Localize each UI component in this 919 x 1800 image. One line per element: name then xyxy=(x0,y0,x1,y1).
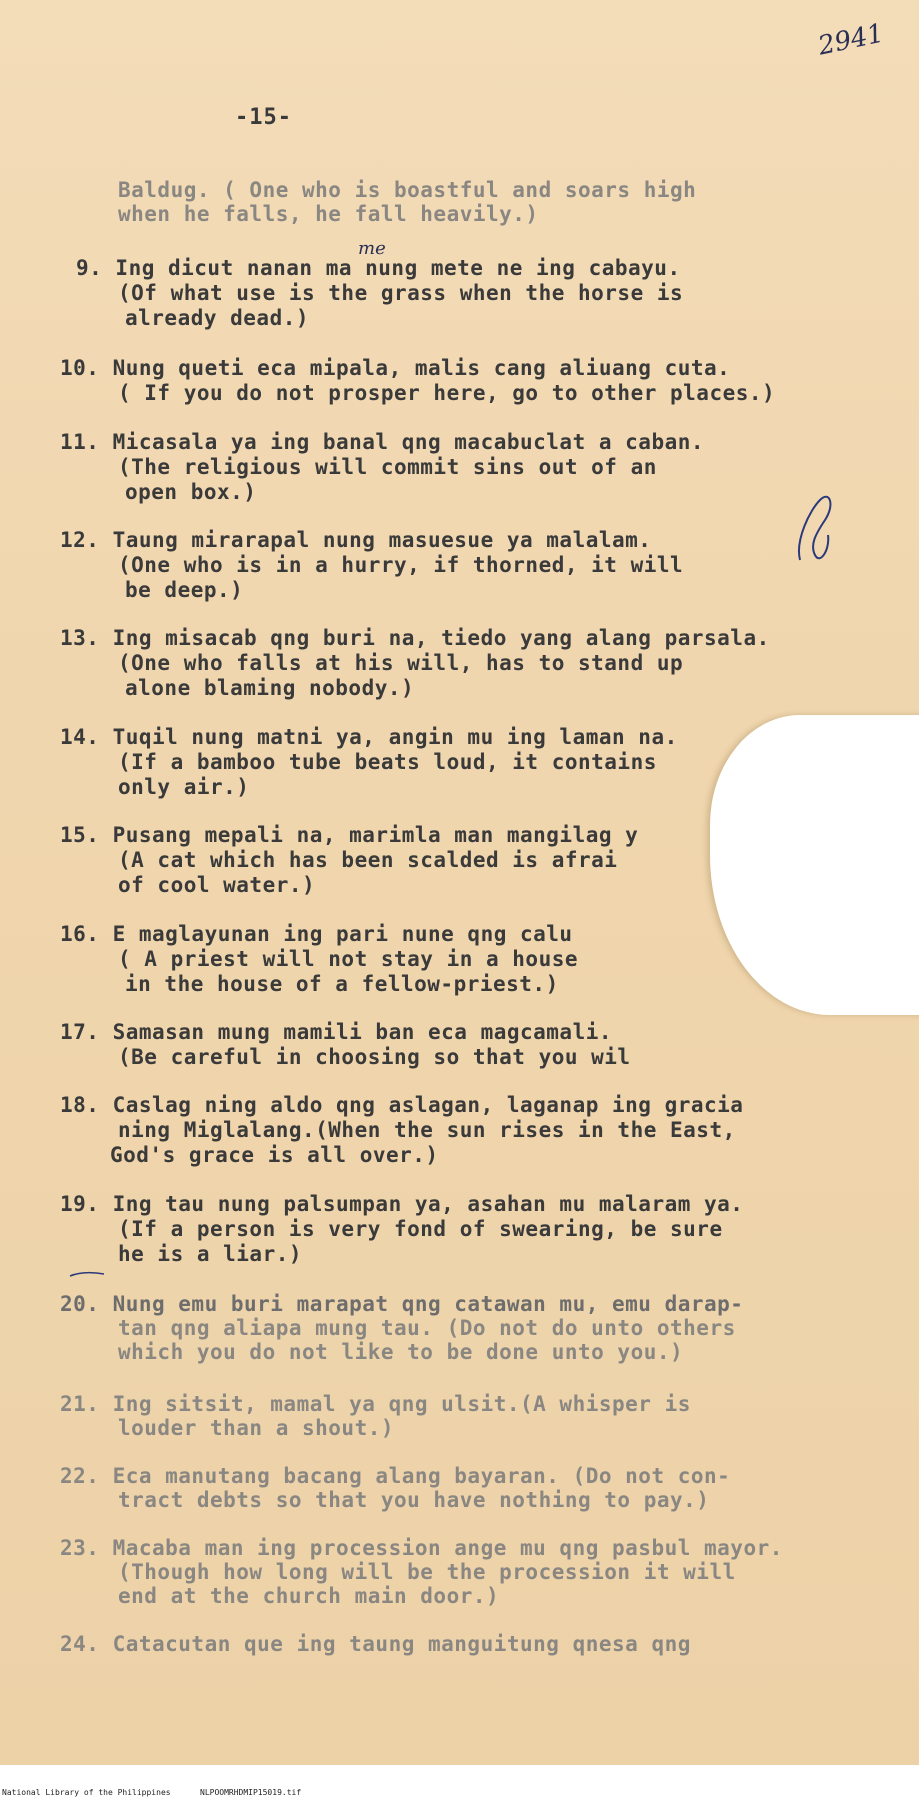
text-line: 23. Macaba man ing procession ange mu qng pasbul mayor. xyxy=(60,1536,783,1560)
pen-dash-mark xyxy=(68,1268,108,1280)
text-line: only air.) xyxy=(118,775,250,799)
text-line: 13. Ing misacab qng buri na, tiedo yang alang parsala. xyxy=(60,626,770,650)
text-line: (Though how long will be the procession it will xyxy=(118,1560,736,1584)
text-line: open box.) xyxy=(125,480,257,504)
text-line: 18. Caslag ning aldo qng aslagan, laganap ing gracia xyxy=(60,1093,744,1117)
text-line: 15. Pusang mepali na, marimla man mangilag y xyxy=(60,823,639,847)
text-line: 20. Nung emu buri marapat qng catawan mu, emu darap- xyxy=(60,1292,744,1316)
text-line: (If a person is very fond of swearing, be sure xyxy=(118,1217,723,1241)
text-line: 17. Samasan mung mamili ban eca magcamali. xyxy=(60,1020,613,1044)
text-line: 11. Micasala ya ing banal qng macabuclat a caban. xyxy=(60,430,705,454)
text-line: be deep.) xyxy=(125,578,244,602)
text-line: 16. E maglayunan ing pari nune qng calu xyxy=(60,922,573,946)
text-line: 9. Ing dicut nanan ma nung mete ne ing cabayu. xyxy=(76,256,681,280)
text-line: ning Miglalang.(When the sun rises in the East, xyxy=(118,1118,736,1142)
text-line: in the house of a fellow-priest.) xyxy=(125,972,559,996)
text-line: 14. Tuqil nung matni ya, angin mu ing laman na. xyxy=(60,725,678,749)
text-line: (One who is in a hurry, if thorned, it will xyxy=(118,553,684,577)
text-line: which you do not like to be done unto you.) xyxy=(118,1340,684,1364)
handwritten-page-number: 2941 xyxy=(815,18,887,62)
text-line: louder than a shout.) xyxy=(118,1416,395,1440)
text-line: (Of what use is the grass when the horse is xyxy=(118,281,684,305)
text-line: (The religious will commit sins out of an xyxy=(118,455,657,479)
text-line: 19. Ing tau nung palsumpan ya, asahan mu malaram ya. xyxy=(60,1192,744,1216)
text-line: 12. Taung mirarapal nung masuesue ya malalam. xyxy=(60,528,652,552)
text-line: (A cat which has been scalded is afrai xyxy=(118,848,618,872)
text-line: 24. Catacutan que ing taung manguitung qnesa qng xyxy=(60,1632,691,1656)
text-line: 10. Nung queti eca mipala, malis cang aliuang cuta. xyxy=(60,356,731,380)
text-line: 22. Eca manutang bacang alang bayaran. (Do not con- xyxy=(60,1464,731,1488)
text-line: 21. Ing sitsit, mamal ya qng ulsit.(A whisper is xyxy=(60,1392,691,1416)
pen-scribble-icon xyxy=(790,480,840,580)
text-line: alone blaming nobody.) xyxy=(125,676,415,700)
text-line: God's grace is all over.) xyxy=(110,1143,439,1167)
footer-left: National Library of the Philippines xyxy=(2,1788,171,1797)
footer-caption xyxy=(0,1788,919,1800)
text-line: when he falls, he fall heavily.) xyxy=(118,202,539,226)
text-line: end at the church main door.) xyxy=(118,1584,500,1608)
text-line: (One who falls at his will, has to stand up xyxy=(118,651,684,675)
text-line: tract debts so that you have nothing to pay.) xyxy=(118,1488,710,1512)
text-line: ( If you do not prosper here, go to other places.) xyxy=(118,381,776,405)
handwritten-insert: me xyxy=(358,238,386,259)
text-line: ( A priest will not stay in a house xyxy=(118,947,579,971)
footer-right: NLPOOMRHDMIP15019.tif xyxy=(200,1788,302,1797)
text-line: of cool water.) xyxy=(118,873,316,897)
text-line: (If a bamboo tube beats loud, it contains xyxy=(118,750,657,774)
text-line: Baldug. ( One who is boastful and soars high xyxy=(118,178,697,202)
text-line: already dead.) xyxy=(125,306,310,330)
text-line: tan qng aliapa mung tau. (Do not do unto others xyxy=(118,1316,736,1340)
text-line: he is a liar.) xyxy=(118,1242,303,1266)
page-number: -15- xyxy=(235,105,292,130)
text-line: (Be careful in choosing so that you wil xyxy=(118,1045,631,1069)
